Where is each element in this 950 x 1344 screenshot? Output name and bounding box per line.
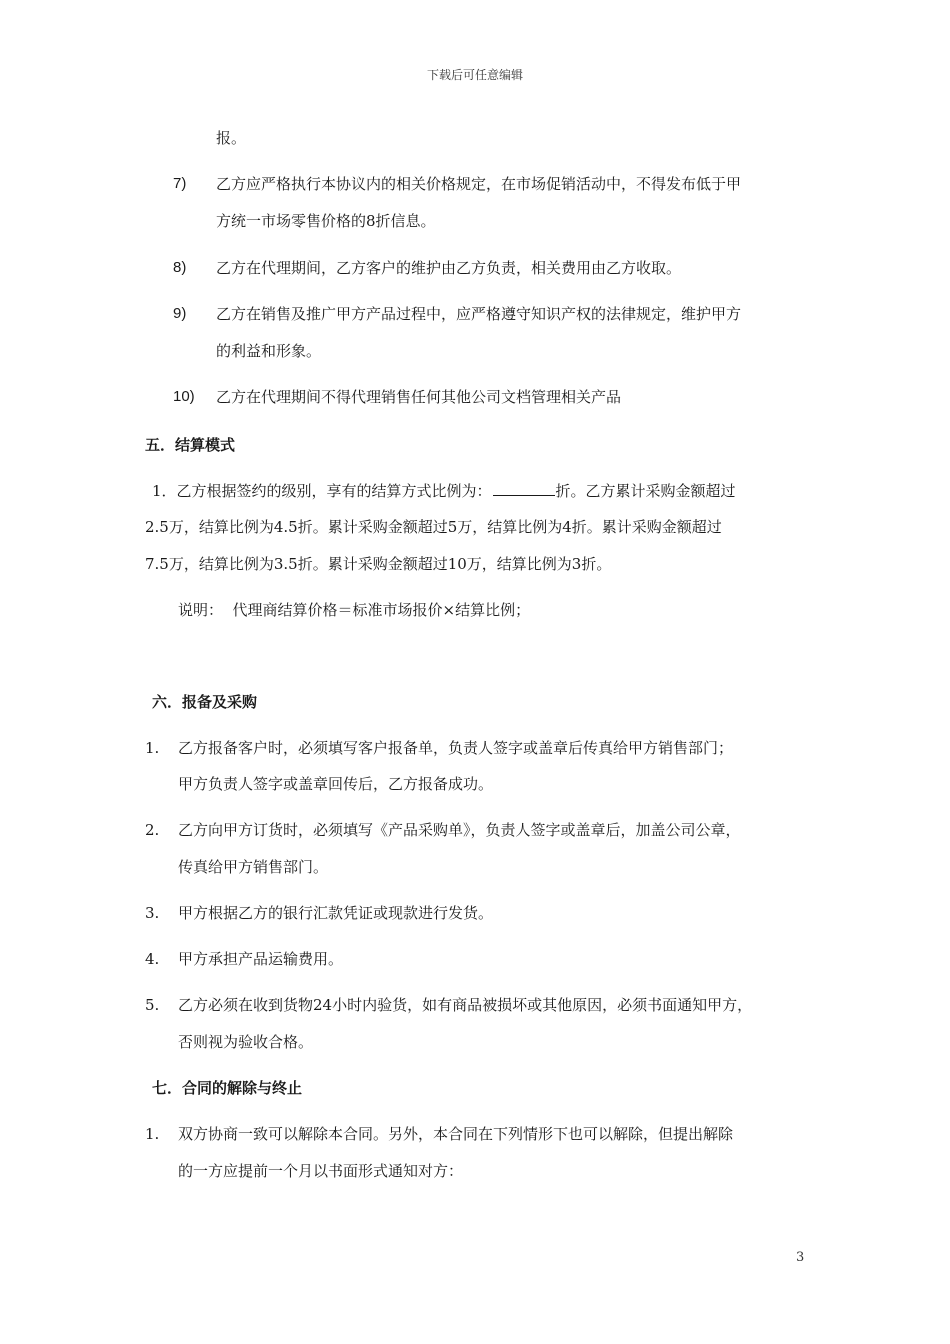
blank-fill-line — [493, 481, 555, 496]
list-item-text: 乙方在代理期间不得代理销售任何其他公司文档管理相关产品 — [216, 388, 622, 406]
list-item-text: 乙方应严格执行本协议内的相关价格规定，在市场促销活动中，不得发布低于甲 — [216, 175, 742, 193]
list-item-number: 1. — [145, 739, 160, 757]
list-item-text: 否则视为验收合格。 — [178, 1033, 314, 1051]
settlement-note: 说明： 代理商结算价格＝标准市场报价×结算比例； — [178, 601, 531, 619]
list-item-text: 乙方必须在收到货物24小时内验货，如有商品被损坏或其他原因，必须书面通知甲方， — [178, 996, 753, 1014]
list-item-number: 7) — [173, 175, 187, 192]
page-number: 3 — [796, 1250, 805, 1265]
list-item-text: 乙方在销售及推广甲方产品过程中，应严格遵守知识产权的法律规定，维护甲方 — [216, 305, 742, 323]
list-item-text: 甲方承担产品运输费用。 — [178, 950, 344, 968]
settlement-paragraph-line: 7.5万，结算比例为3.5折。累计采购金额超过10万，结算比例为3折。 — [145, 555, 612, 573]
page-header: 下载后可任意编辑 — [426, 68, 523, 82]
settlement-text: 1．乙方根据签约的级别，享有的结算方式比例为： — [152, 482, 492, 500]
list-item-text: 方统一市场零售价格的8折信息。 — [216, 212, 436, 230]
list-item-text: 传真给甲方销售部门。 — [178, 858, 329, 876]
settlement-text: 折。乙方累计采购金额超过 — [555, 482, 736, 500]
list-item-6-continuation: 报。 — [216, 129, 247, 147]
list-item-text: 的一方应提前一个月以书面形式通知对方： — [178, 1162, 464, 1180]
list-item-number: 5. — [145, 996, 160, 1014]
list-item-number: 4. — [145, 950, 160, 968]
list-item-number: 9) — [173, 305, 187, 322]
section-heading: 七．合同的解除与终止 — [152, 1079, 303, 1097]
list-item-text: 乙方在代理期间，乙方客户的维护由乙方负责，相关费用由乙方收取。 — [216, 259, 682, 277]
settlement-paragraph-line: 2.5万，结算比例为4.5折。累计采购金额超过5万，结算比例为4折。累计采购金额超过 — [145, 518, 722, 536]
section-heading: 六．报备及采购 — [152, 693, 258, 711]
list-item-number: 3. — [145, 904, 160, 922]
list-item-number: 2. — [145, 821, 160, 839]
list-item-text: 的利益和形象。 — [216, 342, 322, 360]
list-item-number: 1. — [145, 1125, 160, 1143]
settlement-paragraph-line — [152, 481, 736, 501]
list-item-text: 乙方向甲方订货时，必须填写《产品采购单》，负责人签字或盖章后，加盖公司公章， — [178, 821, 741, 839]
section-heading: 五．结算模式 — [145, 436, 236, 454]
list-item-number: 8) — [173, 259, 187, 276]
list-item-text: 甲方负责人签字或盖章回传后，乙方报备成功。 — [178, 775, 494, 793]
list-item-text: 甲方根据乙方的银行汇款凭证或现款进行发货。 — [178, 904, 494, 922]
list-item-number: 10) — [173, 388, 195, 405]
list-item-text: 双方协商一致可以解除本合同。另外，本合同在下列情形下也可以解除，但提出解除 — [178, 1125, 734, 1143]
list-item-text: 乙方报备客户时，必须填写客户报备单，负责人签字或盖章后传真给甲方销售部门； — [178, 739, 734, 757]
